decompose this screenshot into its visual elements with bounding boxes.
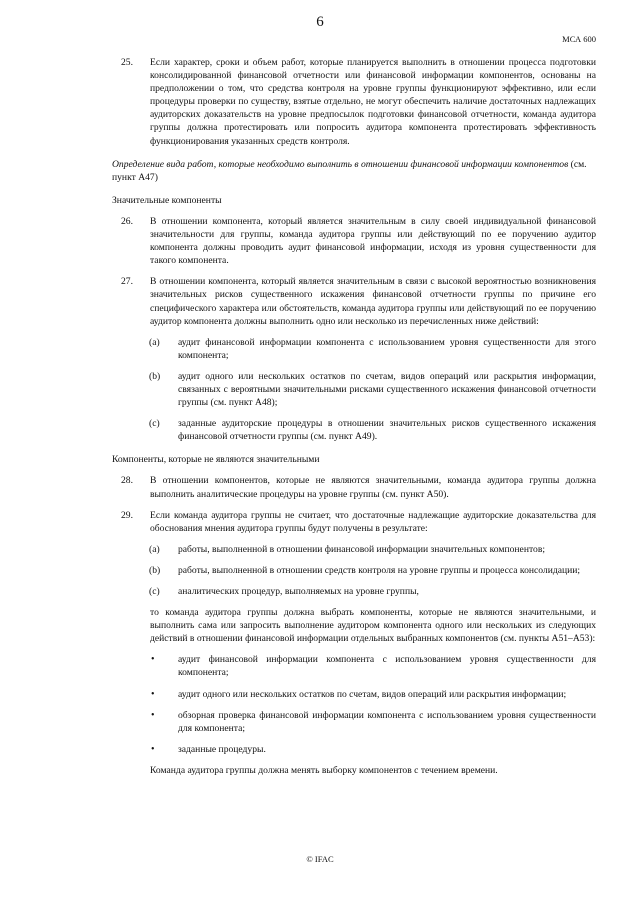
paragraph-text: В отношении компонентов, которые не являются значительными, команда аудитора группы должна выполнить аналитические процедуры на уровне группы (см. пункт A50). [150,475,596,500]
list-item [112,417,596,443]
list-item [112,564,596,577]
bullet-icon: • [151,688,155,700]
bullet-icon: • [151,709,155,721]
list-item-label: (c) [149,586,160,597]
paragraph-29 [112,509,596,535]
paragraph-text: Если характер, сроки и объем работ, которые планируется выполнить в отношении процесса подготовки консолидированной финансовой отчетности или финансовой информации компонентов, основаны на предположении о том, что средства контроля на уровне группы функционируют эффективно, или если процедуры проверки по существу, взятые отдельно, не могут обеспечить наличие достаточных надлежащих аудиторских доказательств на уровне предпосылок подготовки финансовой отчетности, команда аудитора группы должна протестировать или попросить аудитора компонента протестировать эффективность функционирования указанных средств контроля. [150,57,596,147]
header-code: МСА 600 [562,34,596,44]
list-item-text: работы, выполненной в отношении финансовой информации значительных компонентов; [178,543,546,555]
bullet-text: аудит финансовой информации компонента с использованием уровня существенности для компонента; [178,654,596,679]
footer-copyright: © IFAC [306,854,334,864]
page-number: 6 [316,14,324,30]
bullet-text: аудит одного или нескольких остатков по счетам, видов операций или раскрытия информации; [178,688,567,700]
heading-italic-text: Определение вида работ, которые необходимо выполнить в отношении финансовой информации компонентов [112,158,569,170]
paragraph-29-continuation: то команда аудитора группы должна выбрать компоненты, которые не являются значительными, и выполнить сама или запросить выполнение аудитором компонента одного или нескольких из следующих действий в отношении финансовой информации отдельных выбранных компонентов (см. пункты A51–A53): [150,607,596,645]
paragraph-27 [112,275,596,327]
paragraph-number: 28. [121,475,133,487]
section-heading-significant: Значительные компоненты [112,194,222,206]
list-item-text: заданные аудиторские процедуры в отношении значительных рисков существенного искажения финансовой отчетности группы (см. пункт A49). [178,418,596,443]
closing-sentence: Команда аудитора группы должна менять выборку компонентов с течением времени. [150,764,498,776]
paragraph-28 [112,474,596,500]
bullet-icon: • [151,654,155,666]
paragraph-text: В отношении компонента, который является значительным в силу своей индивидуальной финансовой значительности для группы, команда аудитора группы или действующий по ее поручению аудитор компонента должны проводить аудит финансовой информации, исходя из уровня существенности для такого компонента. [150,215,596,267]
bullet-item [112,743,596,756]
bullet-icon: • [151,743,155,755]
list-item [112,336,596,362]
list-item-text: аудит одного или нескольких остатков по счетам, видов операций или раскрытия информации, связанных с вероятными значительными рисками существенного искажения финансовой отчетности группы (см. пункт A48); [178,370,596,409]
list-item-label: (c) [149,418,160,430]
paragraph-26 [112,215,596,267]
section-heading-work-type [112,158,596,184]
bullet-text: заданные процедуры. [178,743,266,755]
paragraph-number: 29. [121,509,133,521]
list-item [112,370,596,409]
paragraph-25 [112,56,596,148]
paragraph-number: 26. [121,215,133,227]
list-item-text: аудит финансовой информации компонента с использованием уровня существенности для этого компонента; [178,336,596,361]
page-content [112,56,596,777]
list-item [112,543,596,556]
list-item [112,585,596,598]
list-item-label: (b) [149,564,161,576]
paragraph-number: 27. [121,276,133,288]
list-item-label: (b) [149,370,161,382]
paragraph-number: 25. [121,57,133,68]
paragraph-text: В отношении компонента, который является значительным в связи с высокой вероятностью возникновения значительных рисков существенного искажения финансовой отчетности группы по причине его специфического характера или обстоятельств, команда аудитора группы или действующий по ее поручению аудитор компонента должны выполнить одно или несколько из перечисленных ниже действий: [150,276,596,327]
bullet-item [112,653,596,679]
section-heading-non-significant: Компоненты, которые не являются значительными [112,454,320,466]
list-item-text: работы, выполненной в отношении средств контроля на уровне группы и процесса консолидации; [178,564,581,576]
list-item-label: (a) [149,543,160,555]
bullet-item [112,688,596,701]
bullet-item [112,709,596,735]
paragraph-text: Если команда аудитора группы не считает, что достаточные надлежащие аудиторские доказательства для обоснования мнения аудитора группы будут получены в результате: [150,509,596,534]
bullet-text: обзорная проверка финансовой информации компонента с использованием уровня существенности для компонента; [178,709,596,734]
heading-reference: (см. пункт A47) [112,158,587,183]
list-item-label: (a) [149,336,160,348]
list-item-text: аналитических процедур, выполняемых на уровне группы, [178,586,419,597]
